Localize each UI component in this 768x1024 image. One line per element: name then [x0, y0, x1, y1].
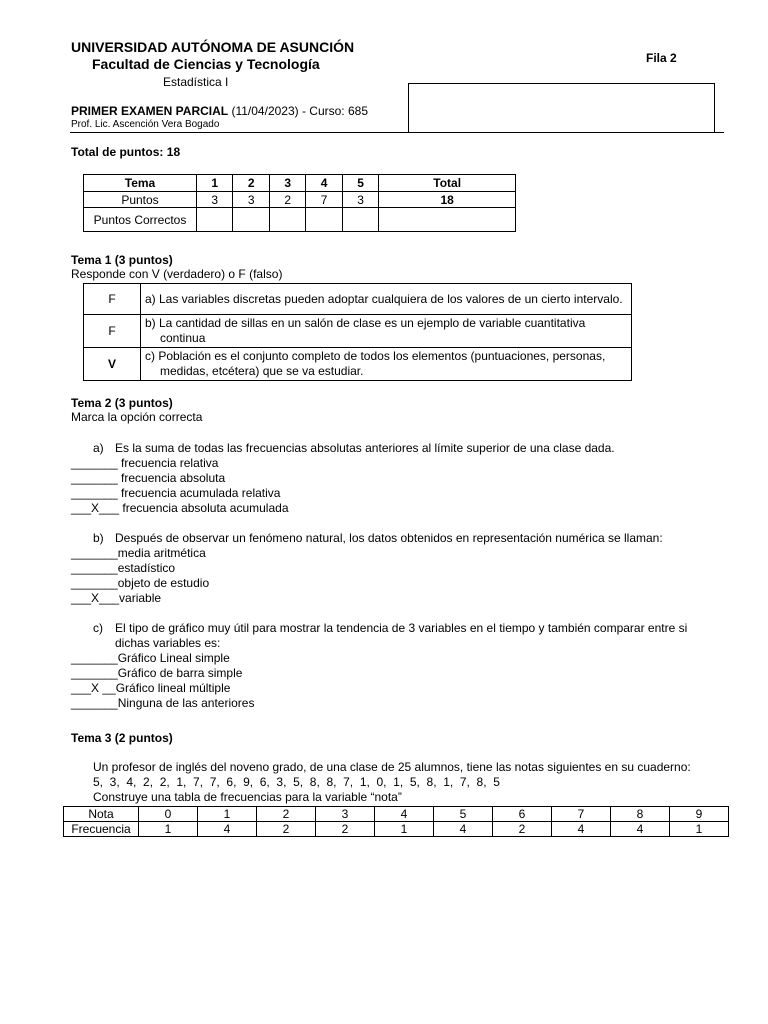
option-line: _______estadístico [71, 561, 176, 575]
frecuencia-cell: 2 [257, 822, 316, 837]
nota-cell: 0 [139, 807, 198, 822]
tema1-instruction: Responde con V (verdadero) o F (falso) [71, 267, 283, 281]
score-header-cell: Total [379, 175, 516, 192]
exam-title-line [71, 104, 368, 119]
frecuencia-cell: 4 [198, 822, 257, 837]
option-line: _______media aritmética [71, 546, 206, 560]
professor-name: Prof. Lic. Ascención Vera Bogado [71, 119, 220, 130]
score-correct-label: Puntos Correctos [84, 208, 197, 232]
exam-title: PRIMER EXAMEN PARCIAL [71, 104, 229, 118]
tema3-title: Tema 3 (2 puntos) [71, 731, 173, 745]
score-correct-cell [269, 208, 305, 232]
tema1-row [84, 315, 632, 348]
option-line: _______ frecuencia relativa [71, 456, 219, 470]
score-table [83, 174, 516, 232]
tema1-answer: F [84, 315, 141, 348]
frecuencia-cell: 1 [670, 822, 729, 837]
tema2-options-c [71, 651, 254, 711]
score-points-cell: Puntos [84, 192, 197, 208]
nota-cell: 1 [198, 807, 257, 822]
question-text: El tipo de gráfico muy útil para mostrar la tendencia de 3 variables en el tiempo y también comparar entre si dichas variables es: [115, 621, 688, 650]
frecuencia-cell: 4 [611, 822, 670, 837]
score-header-cell: 1 [197, 175, 233, 192]
score-points-cell: 3 [233, 192, 269, 208]
tema1-title: Tema 1 (3 puntos) [71, 253, 173, 267]
option-line: _______ frecuencia absoluta [71, 471, 226, 485]
score-table-correct-row [84, 208, 516, 232]
nota-cell: 4 [375, 807, 434, 822]
tema3-statement: Un profesor de inglés del noveno grado, de una clase de 25 alumnos, tiene las notas siguientes en su cuaderno: [93, 760, 691, 774]
tema2-question-b [93, 531, 713, 546]
frequency-table-nota-row [64, 807, 729, 822]
frecuencia-cell: 4 [434, 822, 493, 837]
tema1-statement-text: b) La cantidad de sillas en un salón de clase es un ejemplo de variable cuantitativa continua [145, 316, 586, 345]
question-text: Es la suma de todas las frecuencias absolutas anteriores al límite superior de una clase dada. [115, 441, 615, 455]
tema1-row [84, 284, 632, 315]
tema1-answer: V [84, 348, 141, 381]
tema2-title: Tema 2 (3 puntos) [71, 396, 173, 410]
option-line: _______Ninguna de las anteriores [71, 696, 255, 710]
tema2-options-b [71, 546, 209, 606]
faculty-name: Facultad de Ciencias y Tecnología [92, 56, 320, 72]
row-label: Fila 2 [646, 51, 677, 65]
nota-cell: 7 [552, 807, 611, 822]
tema1-statement [141, 348, 632, 381]
question-label: b) [93, 531, 104, 545]
tema2-instruction: Marca la opción correcta [71, 410, 203, 424]
score-correct-cell [233, 208, 269, 232]
student-name-box [408, 83, 715, 133]
tema3-instruction: Construye una tabla de frecuencias para la variable “nota” [93, 790, 402, 804]
nota-cell: 6 [493, 807, 552, 822]
header-divider [70, 132, 724, 133]
score-header-cell: 3 [269, 175, 305, 192]
score-points-cell: 7 [306, 192, 342, 208]
option-line: ___X __Gráfico lineal múltiple [71, 681, 231, 695]
question-text: Después de observar un fenómeno natural, los datos obtenidos en representación numérica se llaman: [115, 531, 663, 545]
frecuencia-cell: 2 [316, 822, 375, 837]
tema3-data-line: 5, 3, 4, 2, 2, 1, 7, 7, 6, 9, 6, 3, 5, 8, 8, 7, 1, 0, 1, 5, 8, 1, 7, 8, 5 [93, 775, 500, 789]
exam-details: (11/04/2023) - Curso: 685 [231, 104, 368, 118]
tema1-statement [141, 284, 632, 315]
tema1-answer: F [84, 284, 141, 315]
option-line: _______objeto de estudio [71, 576, 210, 590]
question-c-wrap [93, 621, 713, 651]
frecuencia-label: Frecuencia [64, 822, 139, 837]
score-points-cell: 18 [379, 192, 516, 208]
score-points-cell: 3 [342, 192, 378, 208]
nota-cell: 8 [611, 807, 670, 822]
subject-name: Estadística I [163, 75, 229, 89]
score-points-cell: 2 [269, 192, 305, 208]
frecuencia-cell: 4 [552, 822, 611, 837]
score-header-cell: 4 [306, 175, 342, 192]
option-line: _______Gráfico Lineal simple [71, 651, 230, 665]
score-header-cell: 5 [342, 175, 378, 192]
tema2-question-c [93, 621, 713, 651]
tema1-statement-text: c) Población es el conjunto completo de todos los elementos (puntuaciones, personas, medidas, etcétera) que se va estudiar. [145, 349, 606, 378]
tema2-options-a [71, 456, 289, 516]
tema1-table [83, 283, 632, 381]
nota-label: Nota [64, 807, 139, 822]
frequency-table [63, 806, 729, 837]
frecuencia-cell: 1 [375, 822, 434, 837]
score-correct-cell [379, 208, 516, 232]
score-points-cell: 3 [197, 192, 233, 208]
tema1-statement [141, 315, 632, 348]
tema1-row [84, 348, 632, 381]
university-name: UNIVERSIDAD AUTÓNOMA DE ASUNCIÓN [71, 39, 355, 55]
score-header-cell: 2 [233, 175, 269, 192]
score-table-header-row [84, 175, 516, 192]
frecuencia-cell: 2 [493, 822, 552, 837]
score-correct-cell [342, 208, 378, 232]
nota-cell: 5 [434, 807, 493, 822]
total-points-label: Total de puntos: 18 [71, 145, 181, 159]
score-table-points-row [84, 192, 516, 208]
question-label: a) [93, 441, 104, 455]
frequency-table-freq-row [64, 822, 729, 837]
score-header-cell: Tema [84, 175, 197, 192]
frecuencia-cell: 1 [139, 822, 198, 837]
option-line: _______Gráfico de barra simple [71, 666, 243, 680]
tema2-question-a [93, 441, 713, 456]
tema1-statement-text: a) Las variables discretas pueden adoptar cualquiera de los valores de un cierto intervalo. [145, 291, 623, 306]
nota-cell: 9 [670, 807, 729, 822]
option-line: _______ frecuencia acumulada relativa [71, 486, 281, 500]
option-line: ___X___ frecuencia absoluta acumulada [71, 501, 289, 515]
score-correct-cell [197, 208, 233, 232]
nota-cell: 2 [257, 807, 316, 822]
option-line: ___X___variable [71, 591, 162, 605]
question-label: c) [93, 621, 103, 635]
nota-cell: 3 [316, 807, 375, 822]
score-correct-cell [306, 208, 342, 232]
